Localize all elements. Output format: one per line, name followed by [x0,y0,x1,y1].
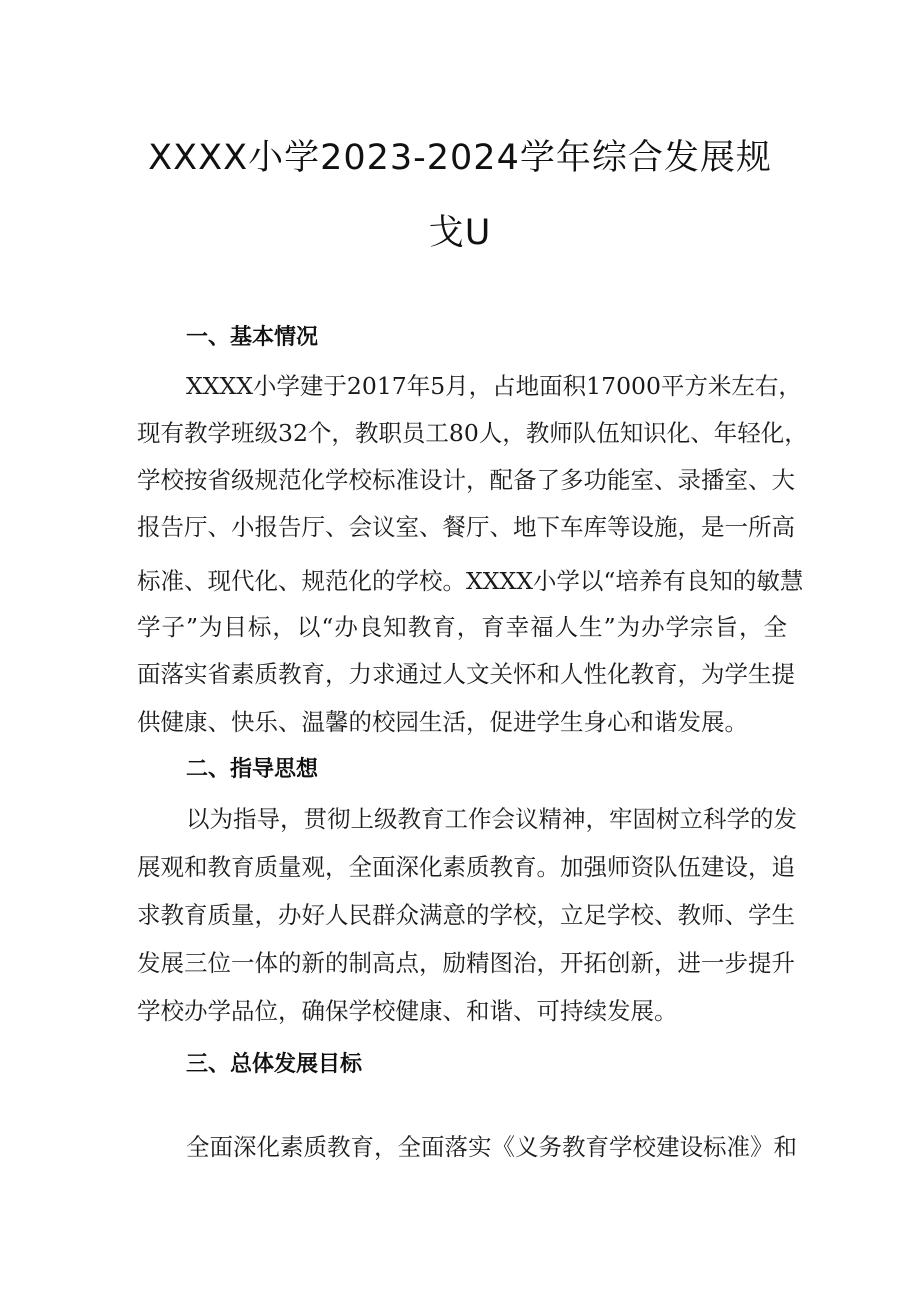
paragraph-line: 现有教学班级32个，教职员工80人，教师队伍知识化、年轻化， [137,419,808,447]
section-heading-guiding-thought: 二、指导思想 [186,757,319,782]
section-heading-basic-info: 一、基本情况 [186,325,319,350]
paragraph-line: 以为指导，贯彻上级教育工作会议精神，牢固树立科学的发 [186,805,797,833]
paragraph-line: 全面深化素质教育，全面落实《义务教育学校建设标准》和 [186,1133,797,1161]
paragraph-line: XXXX小学建于2017年5月，占地面积17000平方米左右， [186,372,802,400]
paragraph-line: 面落实省素质教育，力求通过人文关怀和人性化教育，为学生提 [137,660,795,688]
paragraph-line: 发展三位一体的新的制高点，励精图治，开拓创新，进一步提升 [137,949,795,977]
paragraph-line: 供健康、快乐、温馨的校园生活，促进学生身心和谐发展。 [137,708,748,736]
section-heading-overall-goals: 三、总体发展目标 [186,1052,363,1077]
document-title-line-1: XXXX小学2023-2024学年综合发展规 [148,138,772,178]
paragraph-line: 学校办学品位，确保学校健康、和谐、可持续发展。 [137,997,678,1025]
paragraph-line: 学校按省级规范化学校标准设计，配备了多功能室、录播室、大 [137,466,795,494]
paragraph-line: 求教育质量，办好人民群众满意的学校，立足学校、教师、学生 [137,901,795,929]
paragraph-line: 展观和教育质量观，全面深化素质教育。加强师资队伍建设，追 [137,853,795,881]
document-title-line-2: 戈U [428,213,492,253]
paragraph-line: 报告厅、小报告厅、会议室、餐厅、地下车库等设施，是一所高 [137,513,795,541]
paragraph-line: 标准、现代化、规范化的学校。XXXX小学以“培养有良知的敏慧 [137,567,804,595]
paragraph-line: 学子”为目标，以“办良知教育，育幸福人生”为办学宗旨，全 [137,613,787,641]
